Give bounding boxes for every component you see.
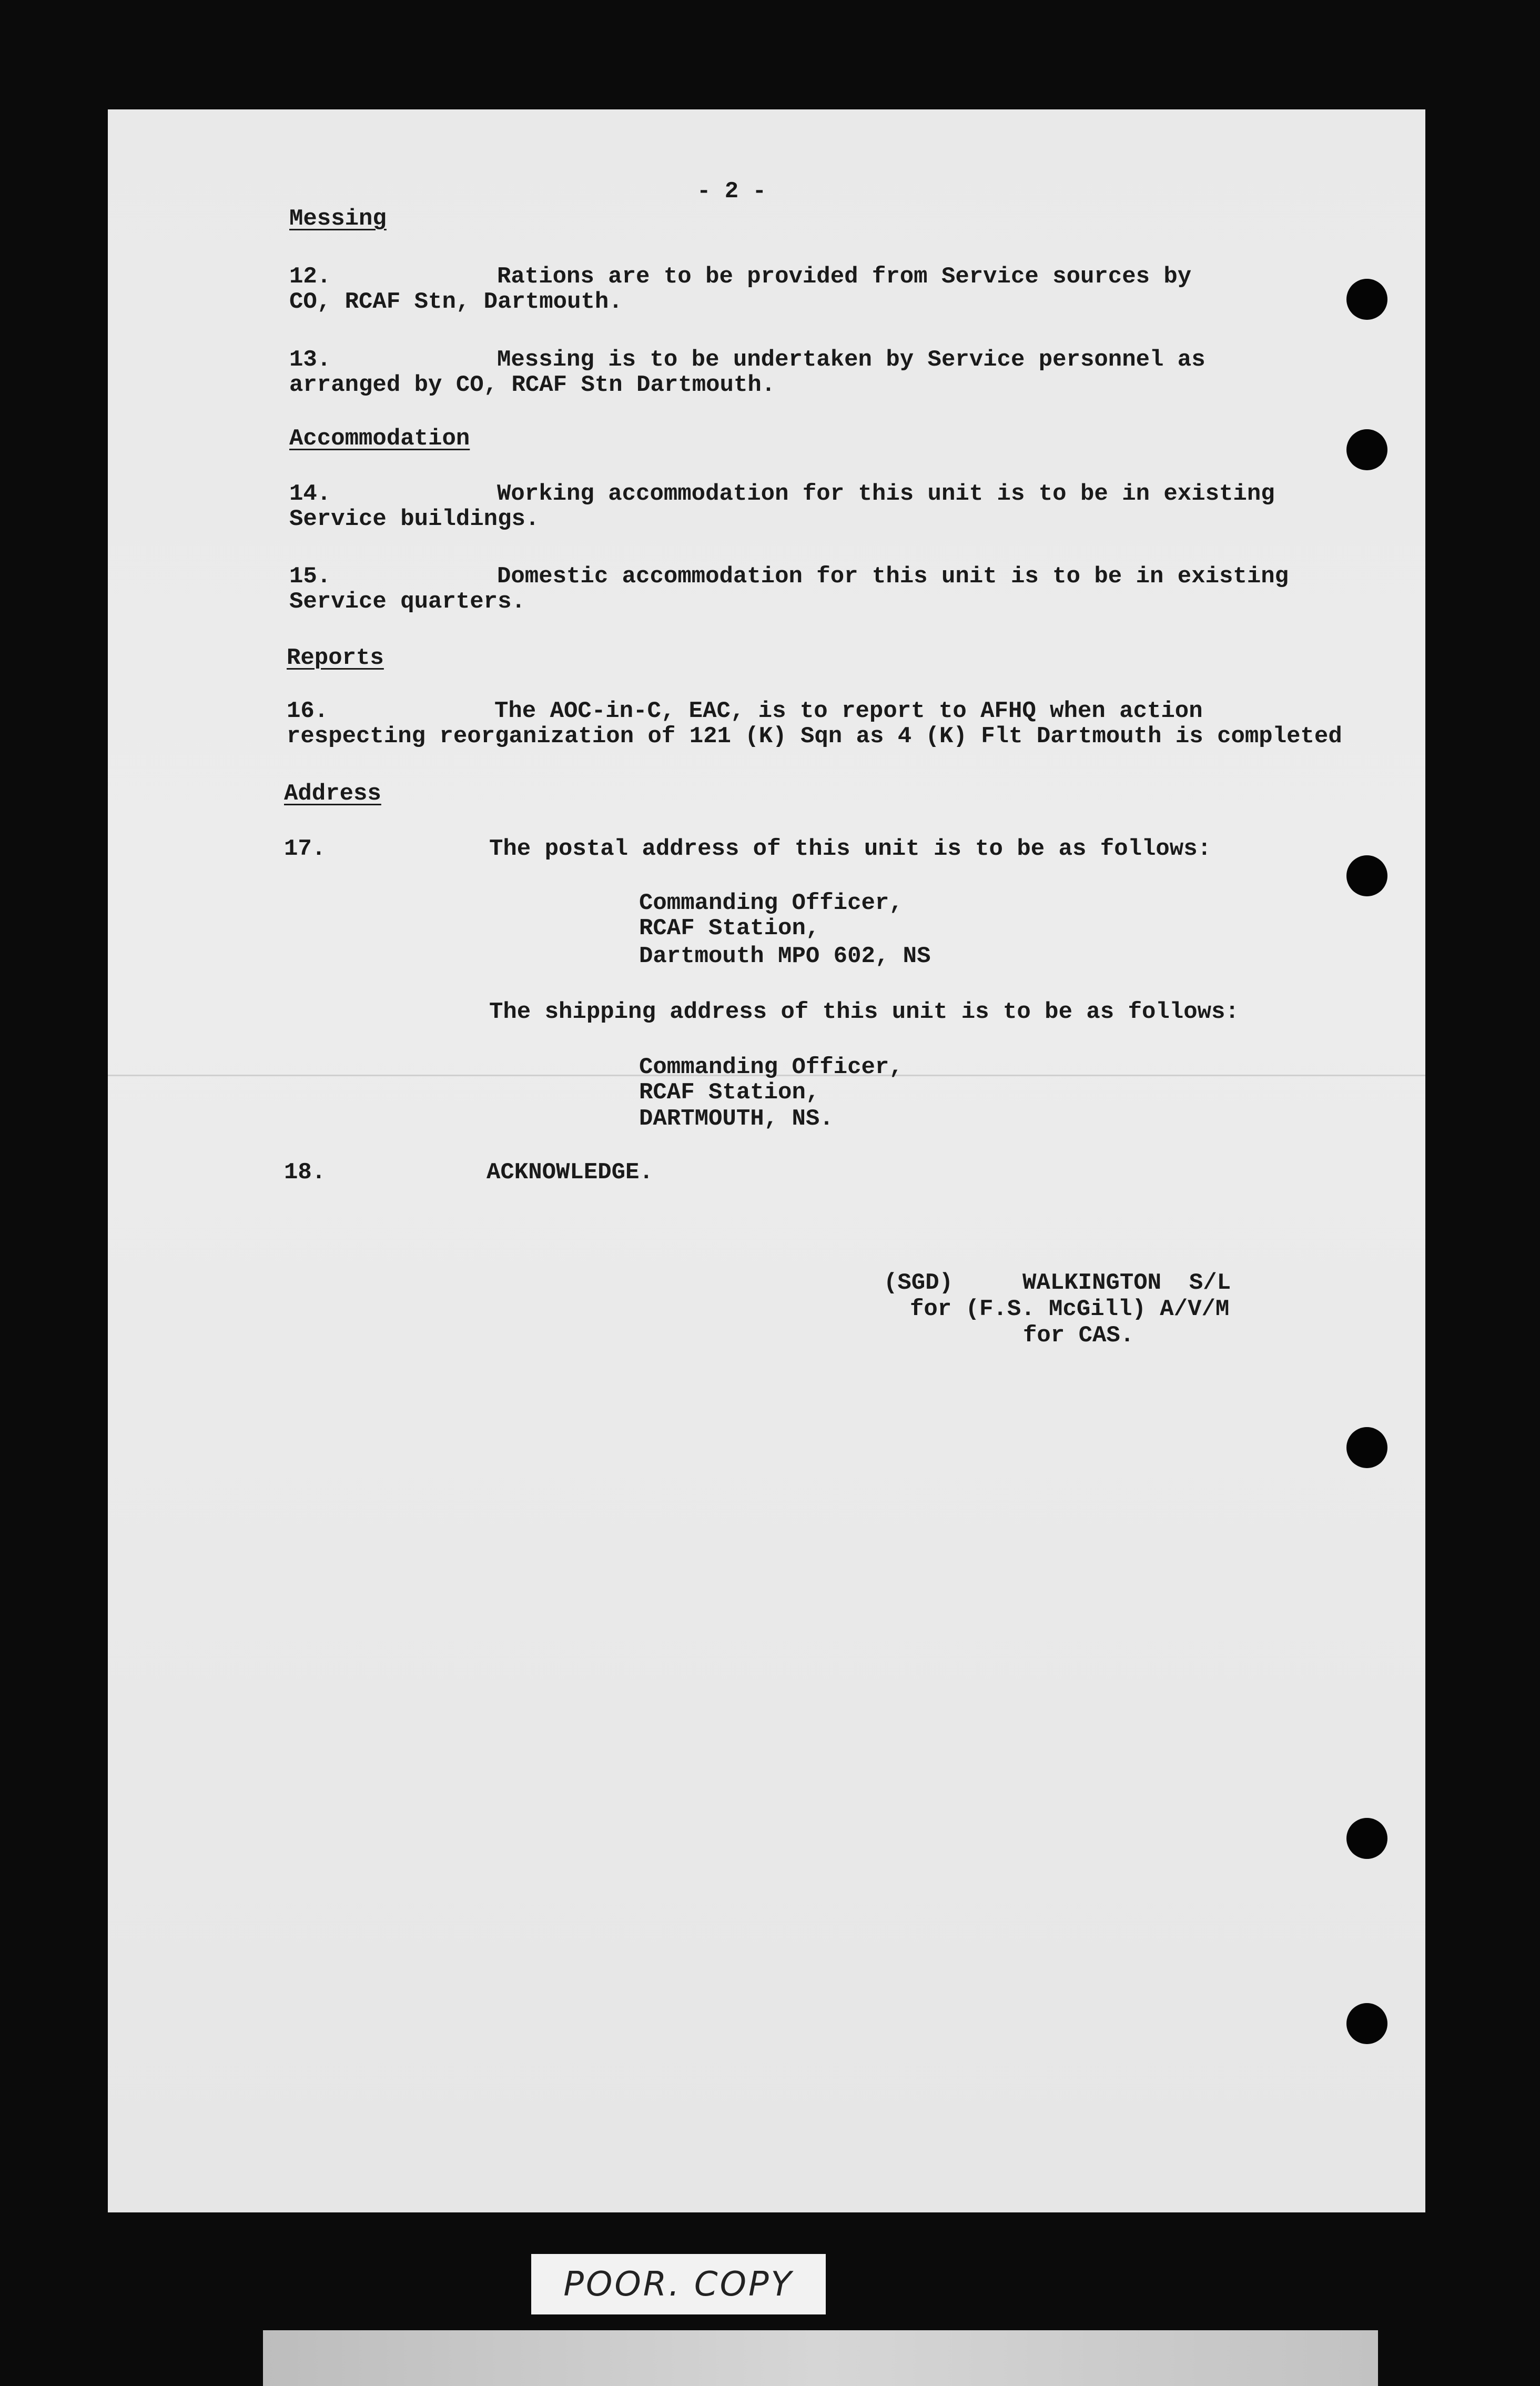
paragraph-number: 15. [289, 563, 331, 590]
shipping-address-line: RCAF Station, [639, 1079, 820, 1106]
paragraph-number: 16. [287, 698, 329, 724]
section-heading-accommodation: Accommodation [289, 426, 470, 452]
paragraph-text: CO, RCAF Stn, Dartmouth. [289, 289, 623, 315]
paragraph-text: Domestic accommodation for this unit is to be in existing [497, 563, 1289, 590]
paragraph-text: Service quarters. [289, 589, 525, 615]
paragraph-number: 13. [289, 347, 331, 373]
section-heading-messing: Messing [289, 206, 387, 232]
postal-address-line: Dartmouth MPO 602, NS [639, 943, 931, 969]
punch-hole [1346, 1427, 1387, 1468]
postal-address-line: Commanding Officer, [639, 890, 903, 916]
paragraph-number: 12. [289, 264, 331, 290]
punch-hole [1346, 429, 1387, 470]
page-number: - 2 - [697, 178, 767, 205]
acknowledge-text: ACKNOWLEDGE. [487, 1159, 653, 1186]
section-heading-address: Address [284, 781, 381, 807]
signature-line: for CAS. [1023, 1322, 1134, 1349]
signature-line: (SGD) WALKINGTON S/L [884, 1270, 1231, 1296]
paragraph-text: Rations are to be provided from Service sources by [497, 264, 1192, 290]
shipping-address-line: DARTMOUTH, NS. [639, 1106, 834, 1132]
paragraph-text: Service buildings. [289, 506, 540, 532]
punch-hole [1346, 1818, 1387, 1859]
paragraph-number: 14. [289, 481, 331, 507]
signature-line: for (F.S. McGill) A/V/M [910, 1296, 1230, 1322]
punch-hole [1346, 279, 1387, 320]
paragraph-number: 18. [284, 1159, 326, 1186]
paragraph-number: 17. [284, 836, 326, 862]
section-heading-reports: Reports [287, 645, 384, 671]
postal-address-line: RCAF Station, [639, 915, 820, 942]
paragraph-text: arranged by CO, RCAF Stn Dartmouth. [289, 372, 776, 398]
paragraph-text: Working accommodation for this unit is to be in existing [497, 481, 1275, 507]
punch-hole [1346, 855, 1387, 896]
paragraph-text: The postal address of this unit is to be as follows: [489, 836, 1212, 862]
shipping-address-line: Commanding Officer, [639, 1054, 903, 1080]
film-strip [263, 2330, 1378, 2386]
paragraph-text: respecting reorganization of 121 (K) Sqn as 4 (K) Flt Dartmouth is completed [287, 723, 1342, 750]
punch-hole [1346, 2003, 1387, 2044]
poor-copy-label: POOR. COPY [531, 2254, 826, 2314]
paragraph-text: The shipping address of this unit is to be as follows: [489, 999, 1239, 1025]
paragraph-text: Messing is to be undertaken by Service personnel as [497, 347, 1205, 373]
paragraph-text: The AOC-in-C, EAC, is to report to AFHQ when action [494, 698, 1203, 724]
document-page [108, 109, 1425, 2212]
